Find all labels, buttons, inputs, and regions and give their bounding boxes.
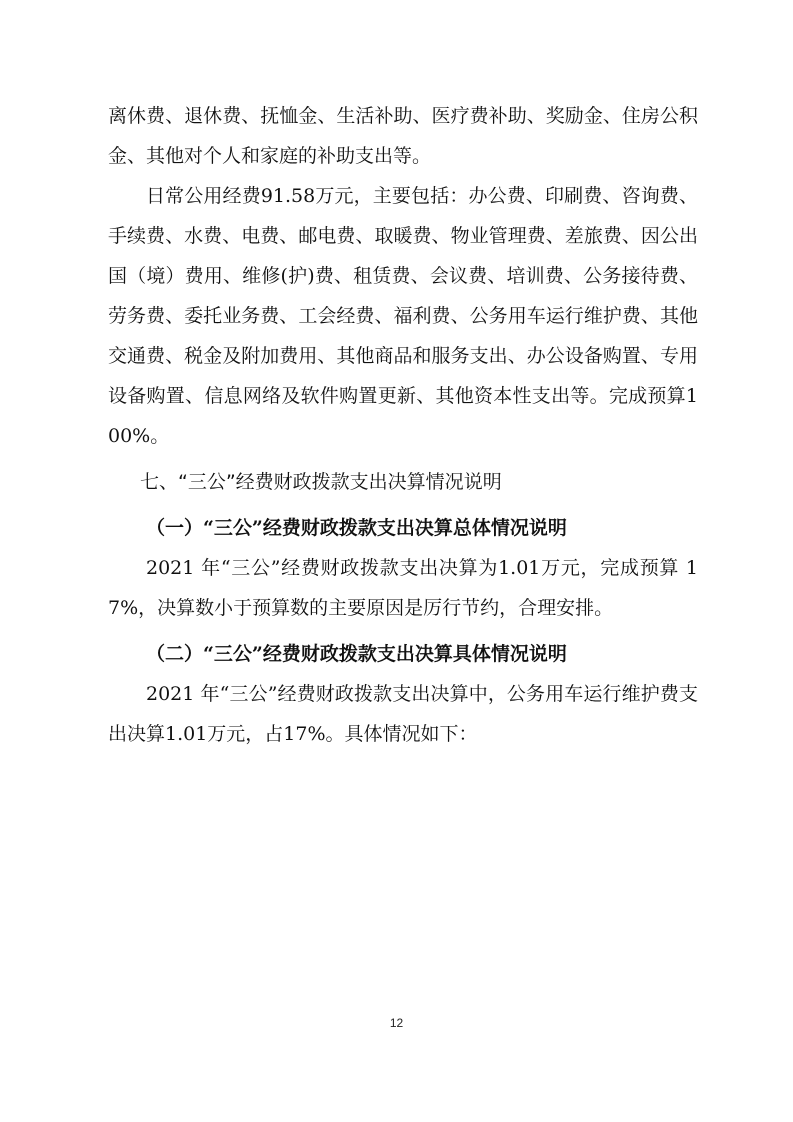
subsection-heading-overall: （一）“三公”经费财政拨款支出决算总体情况说明 — [146, 517, 567, 539]
paragraph-subsidy-items: 离休费、退休费、抚恤金、生活补助、医疗费补助、奖励金、住房公积金、其他对个人和家庭的补助支出等。 — [108, 105, 698, 167]
subsection-body-specific: 2021 年“三公”经费财政拨款支出决算中，公务用车运行维护费支出决算1.01万元，占17%。具体情况如下： — [108, 683, 698, 745]
section-heading: 七、“三公”经费财政拨款支出决算情况说明 — [140, 471, 502, 493]
page-number: 12 — [389, 1016, 404, 1030]
paragraph-public-expenses: 日常公用经费91.58万元，主要包括：办公费、印刷费、咨询费、手续费、水费、电费、邮电费、取暖费、物业管理费、差旅费、因公出国（境）费用、维修(护)费、租赁费、会议费、培训费、公务接待费、劳务费、委托业务费、工会经费、福利费、公务用车运行维护费、其他交通费、税金及附加费用、其他商品和服务支出、办公设备购置、专用设备购置、信息网络及软件购置更新、其他资本性支出等。完成预算100%。 — [108, 185, 698, 447]
page-content — [108, 96, 698, 754]
subsection-body-overall: 2021 年“三公”经费财政拨款支出决算为1.01万元，完成预算 17%，决算数小于预算数的主要原因是厉行节约，合理安排。 — [108, 557, 698, 619]
subsection-heading-specific: （二）“三公”经费财政拨款支出决算具体情况说明 — [146, 643, 567, 665]
